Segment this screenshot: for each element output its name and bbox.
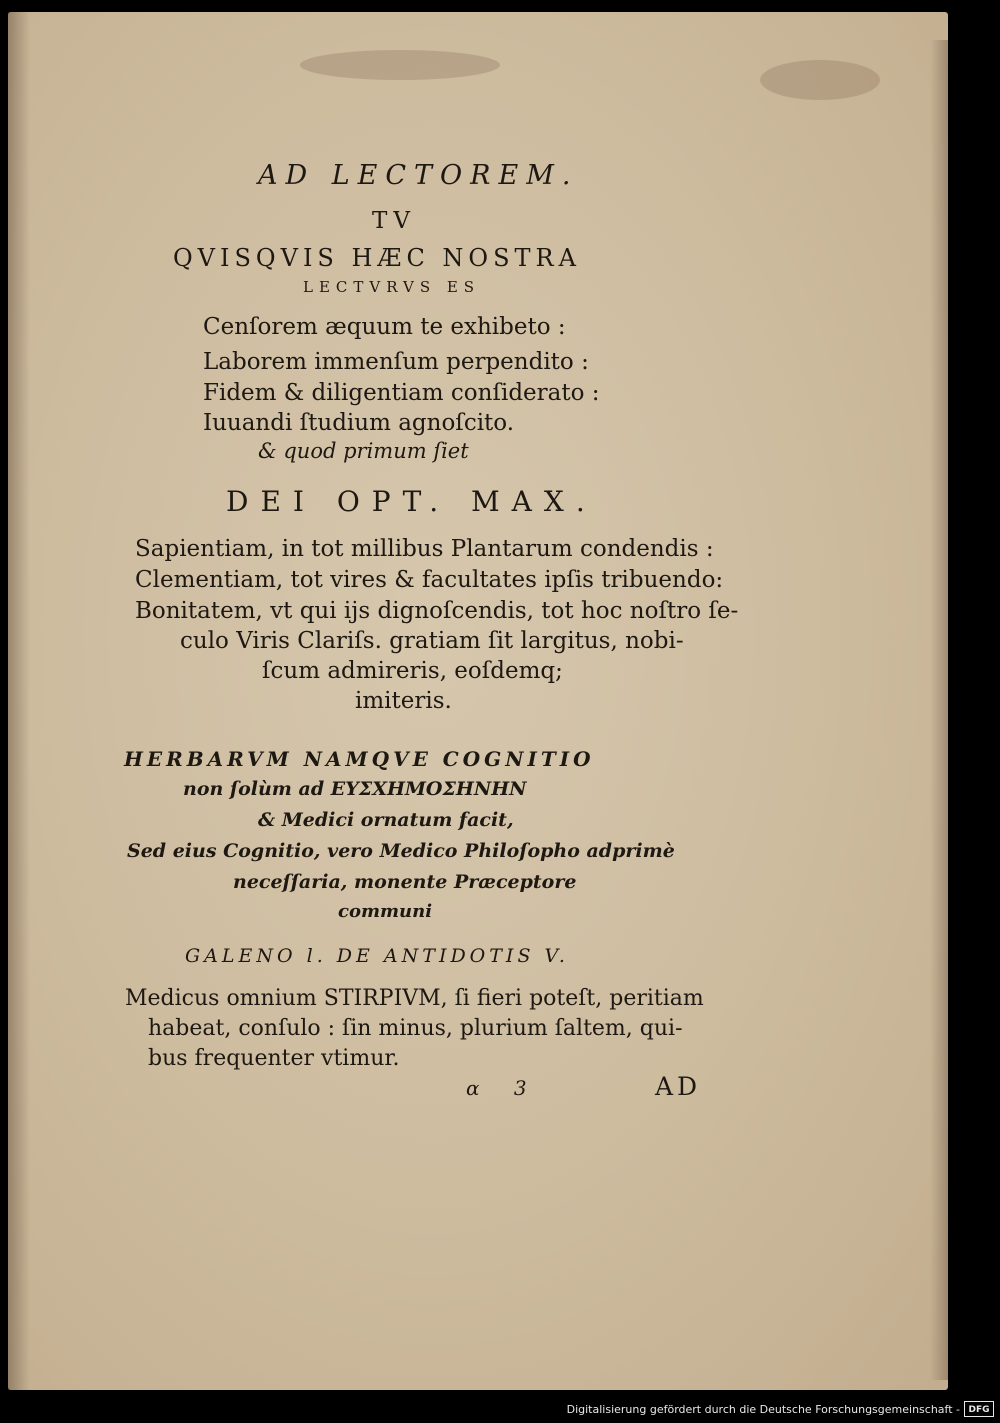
galeno-line: GALENO l. DE ANTIDOTIS V. [185,945,569,967]
herbarum-line-4: Sed eius Cognitio, vero Medico Philoſopho adprimè [127,840,675,862]
herbarum-line-5: neceſſaria, monente Præceptore [233,871,577,893]
catchword: AD [655,1072,702,1101]
quote-line-2: habeat, conſulo : ſin minus, plurium ſaltem, qui- [148,1016,683,1041]
paper-stain [300,50,500,80]
footer-credit: Digitalisierung gefördert durch die Deutsche Forschungsgemeinschaft - [566,1403,960,1416]
italic-line: & quod primum ſiet [258,439,469,463]
heading: AD LECTOREM. [258,160,579,191]
body-line-4: culo Viris Clariſs. gratiam ſit largitus, nobi- [180,628,684,654]
verse-line-4: Iuuandi ſtudium agnoſcito. [203,410,515,436]
line-tu: TV [372,208,416,234]
dfg-logo: DFG [964,1401,994,1417]
signature-mark: α 3 [466,1076,541,1100]
quote-line-1: Medicus omnium STIRPIVM, ſi fieri poteſt, peritiam [125,986,704,1011]
footer-bar [0,1398,1000,1423]
page-edge-shadow [930,40,948,1380]
dei-line: DEI OPT. MAX. [226,485,597,518]
body-line-1: Sapientiam, in tot millibus Plantarum condendis : [135,536,714,562]
body-line-3: Bonitatem, vt qui ijs dignoſcendis, tot hoc noſtro ſe- [135,598,739,624]
verse-line-1: Cenſorem æquum te exhibeto : [203,314,566,340]
herbarum-line-3: & Medici ornatum facit, [258,809,514,831]
herbarum-line-2: non ſolùm ad ΕΥΣΧΗΜΟΣΗΝΗΝ [183,778,527,800]
verse-line-2: Laborem immenſum perpendito : [203,349,589,375]
book-page [8,12,948,1390]
quote-line-3: bus frequenter vtimur. [148,1046,400,1071]
page-gutter-shadow [8,12,30,1390]
herbarum-line-1: HERBARVM NAMQVE COGNITIO [124,747,595,771]
line-quisquis: QVISQVIS HÆC NOSTRA [173,244,581,272]
body-line-2: Clementiam, tot vires & facultates ipſis tribuendo: [135,567,724,593]
body-line-6: imiteris. [355,688,452,714]
paper-stain [760,60,880,100]
verse-line-3: Fidem & diligentiam conſiderato : [203,380,600,406]
body-line-5: ſcum admireris, eoſdemq; [262,658,563,684]
line-lecturus: LECTVRVS ES [303,278,481,296]
herbarum-line-6: communi [338,901,433,922]
